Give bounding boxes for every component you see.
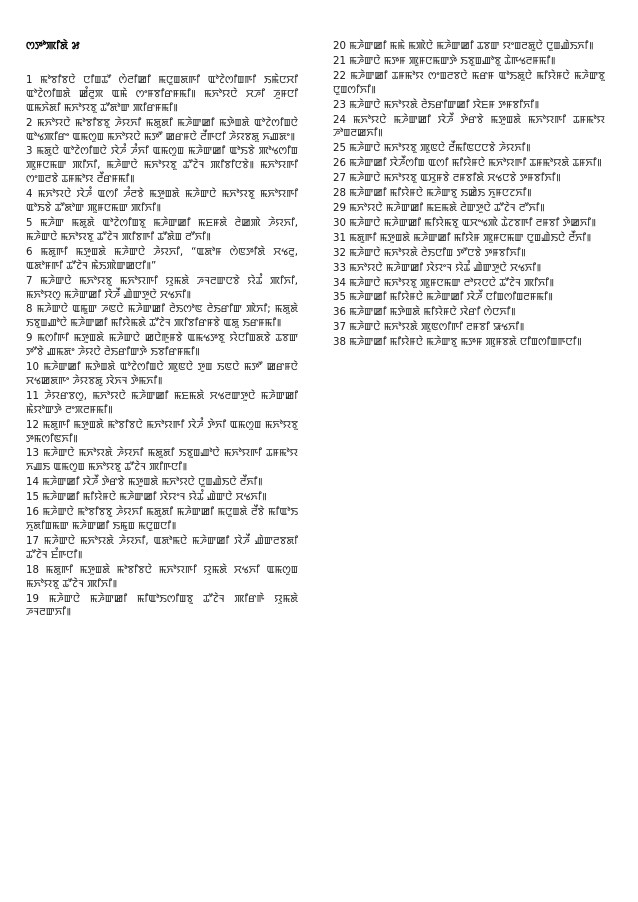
left-column [26,40,298,621]
verse: 3 ꯃꯗꯨꯅꯥ ꯑꯣꯖꯥꯁꯤꯡꯅꯥ ꯋꯥꯍꯪ ꯍꯪꯈꯤ ꯑꯃꯁꯨꯡ ꯃꯍꯥꯛꯀꯤ ꯑꯣꯏꯕꯥ ꯄꯣꯠꯁꯤꯡ ꯄꯨꯝꯅꯃꯛ ꯄꯤꯈꯤ, ꯃꯍꯥꯛꯅꯥ ꯃꯈꯣꯌꯕꯨ ꯊꯧꯖꯥꯜ ꯄꯤꯕꯤꯅꯕꯥ꯫ ꯃꯈꯣꯌꯒꯤ ꯁꯦꯡꯂꯕꯥ ꯊꯝꯃꯣꯌ ꯂꯩꯔꯝꯃꯤ꯫ [26,146,298,186]
verse: 17 ꯃꯍꯥꯛꯅꯥ ꯃꯈꯣꯌꯗꯥ ꯍꯥꯌꯈꯤ, ꯑꯗꯣꯃꯅꯥ ꯃꯍꯥꯛꯀꯤ ꯋꯥꯍꯩ ꯉꯥꯛꯂꯕꯗꯤ ꯊꯧꯖꯥꯜ ꯐꯪꯒꯅꯤ꯫ [26,535,298,561]
chapter-heading: ꯁꯇꯣꯄꯤꯗꯥ ꯷ [26,40,80,52]
verse: 29 ꯃꯈꯣꯌꯅꯥ ꯃꯍꯥꯛꯀꯤ ꯃꯐꯃꯗꯥ ꯂꯥꯛꯇꯨꯅꯥ ꯊꯧꯖꯥꯜ ꯂꯧꯈꯤ꯫ [333,202,545,214]
verse: 30 ꯃꯍꯥꯛꯅꯥ ꯃꯍꯥꯛꯀꯤ ꯃꯤꯌꯥꯃꯕꯨ ꯑꯆꯦꯠꯄꯥ ꯊꯥꯖꯕꯒꯤ ꯂꯝꯕꯤ ꯇꯥꯀꯈꯤ꯫ [333,217,597,229]
right-column [333,40,605,351]
verse: 18 ꯃꯗꯨꯒꯤ ꯃꯇꯨꯡꯗꯥ ꯃꯣꯕꯤꯕꯅꯥ ꯃꯈꯣꯌꯒꯤ ꯌꯨꯃꯗꯥ ꯆꯠꯈꯤ ꯑꯃꯁꯨꯡ ꯃꯈꯣꯌꯕꯨ ꯊꯧꯖꯥꯜ ꯄꯤꯈꯤ꯫ [26,564,298,590]
verse: 28 ꯃꯍꯥꯛꯀꯤ ꯃꯤꯌꯥꯝꯅꯥ ꯃꯍꯥꯛꯕꯨ ꯏꯀꯥꯏ ꯈꯨꯝꯅꯖꯈꯤ꯫ [333,188,532,200]
verse: 2 ꯃꯈꯣꯌꯅꯥ ꯃꯣꯕꯤꯕꯕꯨ ꯍꯥꯌꯈꯤ ꯃꯗꯨꯗꯤ ꯃꯍꯥꯛꯀꯤ ꯃꯇꯥꯡꯗꯥ ꯑꯣꯖꯥꯁꯤꯡꯅꯥ ꯑꯣꯠꯄꯤꯔꯦ ꯑꯃꯁꯨꯡ ꯃꯈꯣꯌꯅꯥ ꯃꯇꯧ ꯀꯔꯝꯅꯥ ꯂꯩꯒꯅꯤ ꯍꯥꯌꯕꯗꯨ ꯈꯉꯗꯦ꯫ [26,117,298,143]
verse: 36 ꯃꯍꯥꯛꯀꯤ ꯃꯇꯥꯡꯗꯥ ꯃꯤꯌꯥꯝꯅꯥ ꯋꯥꯔꯤ ꯁꯥꯅꯈꯤ꯫ [333,307,516,319]
verse: 19 ꯃꯍꯥꯛꯅꯥ ꯃꯍꯥꯛꯀꯤ ꯃꯤꯑꯣꯏꯁꯤꯡꯕꯨ ꯊꯧꯖꯥꯜ ꯄꯤꯔꯒꯥ ꯌꯨꯃꯗꯥ ꯍꯜꯂꯛꯈꯤ꯫ [26,593,298,619]
verse: 38 ꯃꯍꯥꯛꯀꯤ ꯃꯤꯌꯥꯝꯅꯥ ꯃꯍꯥꯛꯕꯨ ꯃꯇꯝ ꯄꯨꯝꯕꯗꯥ ꯅꯤꯡꯁꯤꯡꯒꯅꯤ꯫ [333,337,582,349]
verse: 31 ꯃꯗꯨꯒꯤ ꯃꯇꯨꯡꯗꯥ ꯃꯍꯥꯛꯀꯤ ꯃꯤꯌꯥꯝ ꯄꯨꯝꯅꯃꯛ ꯅꯨꯡꯉꯥꯏꯅꯥ ꯂꯩꯈꯤ꯫ [333,232,592,244]
verse: 7 ꯃꯍꯥꯛꯅꯥ ꯃꯈꯣꯌꯕꯨ ꯃꯈꯣꯌꯒꯤ ꯌꯨꯃꯗꯥ ꯍꯜꯂꯛꯅꯕꯥ ꯌꯥꯊꯪ ꯄꯤꯈꯤ, ꯃꯈꯣꯌꯁꯨ ꯃꯍꯥꯛꯀꯤ ꯋꯥꯍꯩ ꯉꯥꯛꯇꯨꯅꯥ ꯆꯠꯈꯤ꯫ [26,275,298,301]
verse: 34 ꯃꯍꯥꯛꯅꯥ ꯃꯈꯣꯌꯕꯨ ꯄꯨꯝꯅꯃꯛ ꯂꯣꯌꯅꯅꯥ ꯊꯧꯖꯥꯜ ꯄꯤꯈꯤ꯫ [333,277,555,289]
verse: 16 ꯃꯍꯥꯛꯅꯥ ꯃꯣꯕꯤꯕꯕꯨ ꯍꯥꯌꯈꯤ ꯃꯗꯨꯗꯤ ꯃꯍꯥꯛꯀꯤ ꯃꯅꯨꯡꯗꯥ ꯂꯩꯕꯥ ꯃꯤꯑꯣꯏ ꯈꯨꯗꯤꯡꯃꯛ ꯃꯍꯥꯛꯀꯤ ꯏꯃꯨꯡ ꯃꯅꯨꯡꯅꯤ꯫ [26,507,298,532]
verse: 24 ꯃꯈꯣꯌꯅꯥ ꯃꯍꯥꯛꯀꯤ ꯋꯥꯍꯩ ꯇꯥꯔꯕꯥ ꯃꯇꯨꯡꯗꯥ ꯃꯈꯣꯌꯒꯤ ꯊꯝꯃꯣꯌ ꯍꯣꯡꯂꯀꯈꯤ꯫ [333,114,605,140]
verse: 33 ꯃꯈꯣꯌꯅꯥ ꯃꯍꯥꯛꯀꯤ ꯋꯥꯌꯦꯜ ꯌꯥꯊꯪ ꯉꯥꯛꯇꯨꯅꯥ ꯆꯠꯈꯤ꯫ [333,262,542,274]
verse: 6 ꯃꯗꯨꯒꯤ ꯃꯇꯨꯡꯗꯥ ꯃꯍꯥꯛꯅꯥ ꯍꯥꯌꯈꯤ, “ꯑꯗꯣꯝ ꯁꯥꯟꯇꯤꯗꯥ ꯆꯠꯂꯨ, ꯑꯗꯣꯝꯒꯤ ꯊꯧꯖꯥꯜ ꯃꯥꯏꯄꯥꯛꯀꯅꯤ꯫” [26,246,298,272]
verse: 23 ꯃꯍꯥꯛꯅꯥ ꯃꯈꯣꯌꯗꯥ ꯂꯥꯏꯔꯤꯛꯀꯤ ꯋꯥꯐꯝ ꯇꯝꯕꯤꯈꯤ꯫ [333,99,540,111]
verse: 21 ꯃꯍꯥꯛꯅꯥ ꯃꯇꯝ ꯄꯨꯝꯅꯃꯛꯇꯥ ꯏꯕꯨꯡꯉꯣꯕꯨ ꯊꯥꯒꯠꯂꯝꯃꯤ꯫ [333,55,556,67]
verse: 32 ꯃꯍꯥꯛꯅꯥ ꯃꯈꯣꯌꯗꯥ ꯂꯥꯏꯅꯤꯡ ꯇꯧꯅꯕꯥ ꯇꯝꯕꯤꯈꯤ꯫ [333,247,526,259]
verse: 8 ꯃꯍꯥꯛꯅꯥ ꯑꯃꯨꯛ ꯍꯟꯅꯥ ꯃꯍꯥꯛꯀꯤ ꯂꯥꯏꯁꯣꯟ ꯂꯥꯏꯔꯤꯛ ꯄꯥꯈꯤ; ꯃꯗꯨꯗꯥ ꯏꯕꯨꯡꯉꯣꯅꯥ ꯃꯍꯥꯛꯀꯤ ꯃꯤꯌꯥꯃꯗꯥ ꯊꯧꯖꯥꯜ ꯄꯤꯕꯤꯔꯝꯕꯥ ꯑꯗꯨ ꯏꯔꯝꯃꯤ꯫ [26,304,298,330]
verse: 25 ꯃꯍꯥꯛꯅꯥ ꯃꯈꯣꯌꯕꯨ ꯄꯨꯟꯅꯥ ꯂꯩꯃꯤꯟꯅꯅꯕꯥ ꯍꯥꯌꯈꯤ꯫ [333,143,531,155]
verse: 13 ꯃꯍꯥꯛꯅꯥ ꯃꯈꯣꯌꯗꯥ ꯍꯥꯌꯈꯤ ꯃꯗꯨꯗꯤ ꯏꯕꯨꯡꯉꯣꯅꯥ ꯃꯈꯣꯌꯒꯤ ꯊꯝꯃꯣꯌ ꯈꯉꯏ ꯑꯃꯁꯨꯡ ꯃꯈꯣꯌꯕꯨ ꯊꯧꯖꯥꯜ ꯄꯤꯒꯅꯤ꯫ [26,448,298,474]
verse: 14 ꯃꯍꯥꯛꯀꯤ ꯋꯥꯍꯩ ꯇꯥꯔꯕꯥ ꯃꯇꯨꯡꯗꯥ ꯃꯈꯣꯌꯅꯥ ꯅꯨꯡꯉꯥꯏꯅꯥ ꯂꯩꯈꯤ꯫ [26,477,263,489]
verse: 22 ꯃꯍꯥꯛꯀꯤ ꯊꯝꯃꯣꯌ ꯁꯦꯡꯂꯕꯅꯥ ꯃꯔꯝ ꯑꯣꯏꯗꯨꯅꯥ ꯃꯤꯌꯥꯝꯅꯥ ꯃꯍꯥꯛꯕꯨ ꯅꯨꯡꯁꯤꯈꯤ꯫ [333,70,605,96]
verse: 26 ꯃꯍꯥꯛꯀꯤ ꯋꯥꯍꯩꯁꯤꯡ ꯑꯁꯤ ꯃꯤꯌꯥꯝꯅꯥ ꯃꯈꯣꯌꯒꯤ ꯊꯝꯃꯣꯌꯗꯥ ꯊꯝꯈꯤ꯫ [333,158,602,170]
verse: 11 ꯍꯥꯌꯔꯕꯁꯨ, ꯃꯈꯣꯌꯅꯥ ꯃꯍꯥꯛꯀꯤ ꯃꯐꯃꯗꯥ ꯆꯠꯂꯛꯇꯨꯅꯥ ꯃꯍꯥꯛꯀꯤ ꯃꯥꯌꯣꯛꯇꯥ ꯂꯦꯞꯂꯝꯃꯤ꯫ [26,390,298,416]
verse: 5 ꯃꯍꯥꯛ ꯃꯗꯨꯗꯥ ꯑꯣꯖꯥꯁꯤꯡꯕꯨ ꯃꯍꯥꯛꯀꯤ ꯃꯐꯝꯗꯥ ꯂꯥꯀꯄꯥ ꯍꯥꯌꯈꯤ, ꯃꯍꯥꯛꯅꯥ ꯃꯈꯣꯌꯕꯨ ꯊꯧꯖꯥꯜ ꯄꯤꯕꯒꯤ ꯊꯧꯗꯥꯡ ꯂꯧꯈꯤ꯫ [26,217,298,243]
verse: 27 ꯃꯍꯥꯛꯅꯥ ꯃꯈꯣꯌꯕꯨ ꯑꯆꯨꯝꯕꯥ ꯂꯝꯕꯤꯗꯥ ꯆꯠꯅꯕꯥ ꯇꯝꯕꯤꯈꯤ꯫ [333,173,561,185]
verse: 10 ꯃꯍꯥꯛꯀꯤ ꯃꯇꯥꯡꯗꯥ ꯑꯣꯖꯥꯁꯤꯡꯅꯥ ꯄꯨꯟꯅꯥ ꯇꯨꯡ ꯏꯟꯅꯥ ꯃꯇꯧ ꯀꯔꯝꯅꯥ ꯆꯠꯀꯗꯒꯦ ꯍꯥꯌꯕꯗꯨ ꯋꯥꯈꯜ ꯇꯥꯃꯈꯤ꯫ [26,362,298,387]
verse: 20 ꯃꯍꯥꯛꯀꯤ ꯃꯃꯥ ꯃꯄꯥꯅꯥ ꯃꯍꯥꯛꯀꯤ ꯊꯕꯛ ꯌꯦꯡꯂꯗꯨꯅꯥ ꯅꯨꯡꯉꯥꯏꯈꯤ꯫ [333,41,594,52]
verse: 1 ꯃꯣꯕꯤꯕꯅꯥ ꯅꯤꯡꯊꯧ ꯁꯥꯂꯤꯀꯤ ꯃꯅꯨꯡꯗꯒꯤ ꯑꯣꯖꯥꯁꯤꯡꯒꯤ ꯏꯃꯥꯅꯆꯤ ꯑꯣꯖꯥꯁꯤꯡꯗꯥ ꯀꯪꯂꯨꯞ ꯑꯃꯥ ꯁꯦꯝꯕꯤꯔꯝꯃꯤ꯫ ꯃꯈꯣꯌꯅꯥ ꯆꯍꯤ ꯍꯨꯝꯅꯤ ꯑꯃꯈꯥꯗꯤ ꯃꯈꯣꯌꯕꯨ ꯊꯧꯗꯣꯛ ꯄꯤꯔꯝꯃꯤ꯫ [26,74,298,114]
verse: 35 ꯃꯍꯥꯛꯀꯤ ꯃꯤꯌꯥꯝꯅꯥ ꯃꯍꯥꯛꯀꯤ ꯋꯥꯍꯩ ꯅꯤꯡꯁꯤꯡꯂꯝꯃꯤ꯫ [333,292,553,304]
verse: 12 ꯃꯗꯨꯒꯤ ꯃꯇꯨꯡꯗꯥ ꯃꯣꯕꯤꯕꯅꯥ ꯃꯈꯣꯌꯒꯤ ꯋꯥꯍꯪ ꯇꯥꯈꯤ ꯑꯃꯁꯨꯡ ꯃꯈꯣꯌꯕꯨ ꯇꯃꯁꯤꯟꯈꯤ꯫ [26,419,298,445]
verse: 15 ꯃꯍꯥꯛꯀꯤ ꯃꯤꯌꯥꯝꯅꯥ ꯃꯍꯥꯛꯀꯤ ꯋꯥꯌꯦꯜ ꯌꯥꯊꯪ ꯉꯥꯛꯅꯥ ꯆꯠꯈꯤ꯫ [26,492,267,504]
verse: 9 ꯃꯁꯤꯒꯤ ꯃꯇꯨꯡꯗꯥ ꯃꯍꯥꯛꯅꯥ ꯀꯅꯥꯒꯨꯝꯕꯥ ꯑꯃꯠꯇꯕꯨ ꯌꯥꯅꯤꯡꯗꯕꯥ ꯊꯕꯛ ꯇꯧꯕꯥ ꯉꯃꯗꯦ ꯍꯥꯌꯅꯥ ꯂꯥꯏꯔꯤꯛꯇꯥ ꯏꯕꯤꯔꯝꯃꯤ꯫ [26,333,298,359]
verse: 37 ꯃꯍꯥꯛꯅꯥ ꯃꯈꯣꯌꯗꯥ ꯄꯨꯟꯁꯤꯒꯤ ꯂꯝꯕꯤ ꯎꯠꯈꯤ꯫ [333,322,525,334]
verse: 4 ꯃꯈꯣꯌꯅꯥ ꯋꯥꯍꯪ ꯑꯁꯤ ꯍꯪꯂꯕꯥ ꯃꯇꯨꯡꯗꯥ ꯃꯍꯥꯛꯅꯥ ꯃꯈꯣꯌꯕꯨ ꯃꯈꯣꯌꯒꯤ ꯑꯣꯏꯕꯥ ꯊꯧꯗꯣꯛ ꯄꯨꯝꯅꯃꯛ ꯄꯤꯈꯤ꯫ [26,189,298,215]
